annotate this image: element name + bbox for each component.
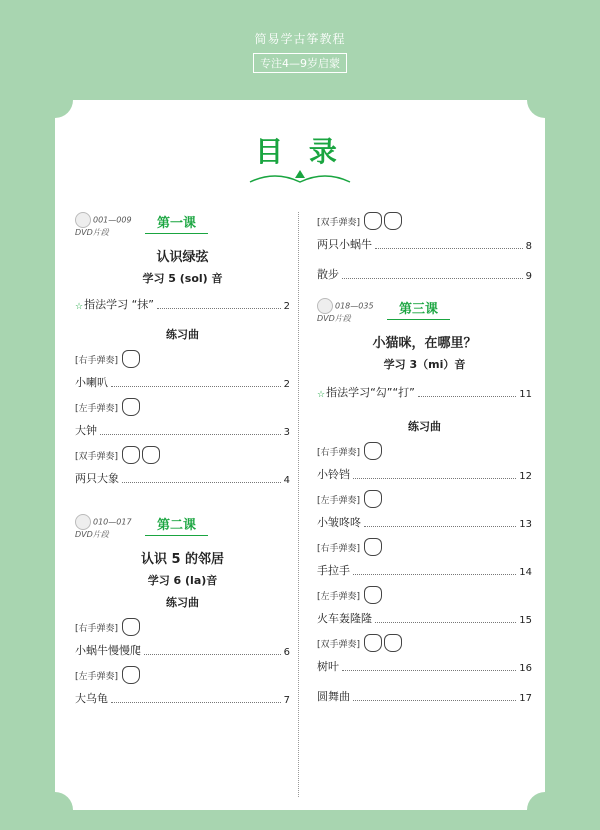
hand-icon [364, 442, 382, 460]
lesson-badge: 第二课 [145, 514, 208, 536]
hand-tag: [左手弹奏] [317, 490, 532, 508]
right-column [317, 212, 532, 704]
page-header [0, 30, 600, 73]
hand-icon [122, 446, 140, 464]
hand-icon [364, 586, 382, 604]
lesson-subtitle: 学习 6 (la)音 [147, 574, 218, 587]
toc-entry[interactable]: 散步 9 [317, 268, 532, 282]
dvd-label: 001—009 DVD片段 [75, 212, 132, 238]
hand-tag: [左手弹奏] [317, 586, 532, 604]
lesson-header [317, 298, 532, 324]
hand-icon [384, 634, 402, 652]
hand-icon [364, 538, 382, 556]
toc-entry[interactable]: 手拉手 14 [317, 564, 532, 578]
toc-entry[interactable]: 小皱咚咚 13 [317, 516, 532, 530]
hand-tag: [右手弹奏] [317, 442, 532, 460]
lesson-title: 小猫咪，在哪里？ [372, 336, 477, 351]
hand-tag: [双手弹奏] [317, 212, 532, 230]
hand-icon [364, 212, 382, 230]
practice-heading: 练习曲 [166, 328, 199, 341]
toc-entry[interactable]: 大钟 3 [75, 424, 290, 438]
dvd-icon [317, 298, 333, 314]
hand-icon [122, 350, 140, 368]
lesson-header [75, 212, 290, 238]
column-divider [298, 212, 299, 797]
hand-icon [142, 446, 160, 464]
hand-tag: [右手弹奏] [75, 618, 290, 636]
hand-tag: [左手弹奏] [75, 666, 290, 684]
hand-tag: [左手弹奏] [75, 398, 290, 416]
lesson-title: 认识绿弦 [156, 250, 209, 265]
hand-icon [384, 212, 402, 230]
toc-entry[interactable]: 两只大象 4 [75, 472, 290, 486]
toc-entry[interactable]: 圆舞曲 17 [317, 690, 532, 704]
toc-entry[interactable]: 小喇叭 2 [75, 376, 290, 390]
toc-entry[interactable]: 树叶 16 [317, 660, 532, 674]
lesson-title: 认识 5 的邻居 [140, 552, 225, 567]
hand-icon [364, 634, 382, 652]
toc-card [55, 100, 545, 810]
toc-entry[interactable]: ☆ 指法学习“勾”“打” 11 [317, 386, 532, 400]
hand-tag: [双手弹奏] [75, 446, 290, 464]
dvd-icon [75, 212, 91, 228]
toc-entry[interactable]: 火车轰隆隆 15 [317, 612, 532, 626]
star-icon: ☆ [75, 302, 84, 312]
toc-entry[interactable]: 两只小蜗牛 8 [317, 238, 532, 252]
hand-icon [122, 618, 140, 636]
dvd-label: 010—017 DVD片段 [75, 514, 132, 540]
toc-entry[interactable]: 小蜗牛慢慢爬 6 [75, 644, 290, 658]
lesson-badge: 第一课 [145, 212, 208, 234]
toc-entry[interactable]: ☆ 指法学习 “抹” 2 [75, 298, 290, 312]
practice-heading: 练习曲 [166, 596, 199, 609]
hand-tag: [右手弹奏] [317, 538, 532, 556]
dvd-icon [75, 514, 91, 530]
hand-tag: [双手弹奏] [317, 634, 532, 652]
toc-entry[interactable]: 小铃铛 12 [317, 468, 532, 482]
toc-title: 目 录 [255, 135, 345, 168]
practice-heading: 练习曲 [408, 420, 441, 433]
lesson-subtitle: 学习 5 (sol) 音 [142, 272, 223, 285]
vine-ornament-icon [245, 166, 355, 190]
hand-icon [364, 490, 382, 508]
hand-icon [122, 666, 140, 684]
star-icon: ☆ [317, 390, 326, 400]
lesson-badge: 第三课 [387, 298, 450, 320]
toc-entry[interactable]: 大乌龟 7 [75, 692, 290, 706]
book-subtitle: 专注4—9岁启蒙 [253, 53, 347, 73]
book-title: 简易学古筝教程 [254, 32, 346, 46]
hand-tag: [右手弹奏] [75, 350, 290, 368]
dvd-label: 018—035 DVD片段 [317, 298, 374, 324]
lesson-header [75, 514, 290, 540]
hand-icon [122, 398, 140, 416]
lesson-subtitle: 学习 3（mi）音 [383, 358, 466, 371]
left-column [75, 212, 290, 706]
